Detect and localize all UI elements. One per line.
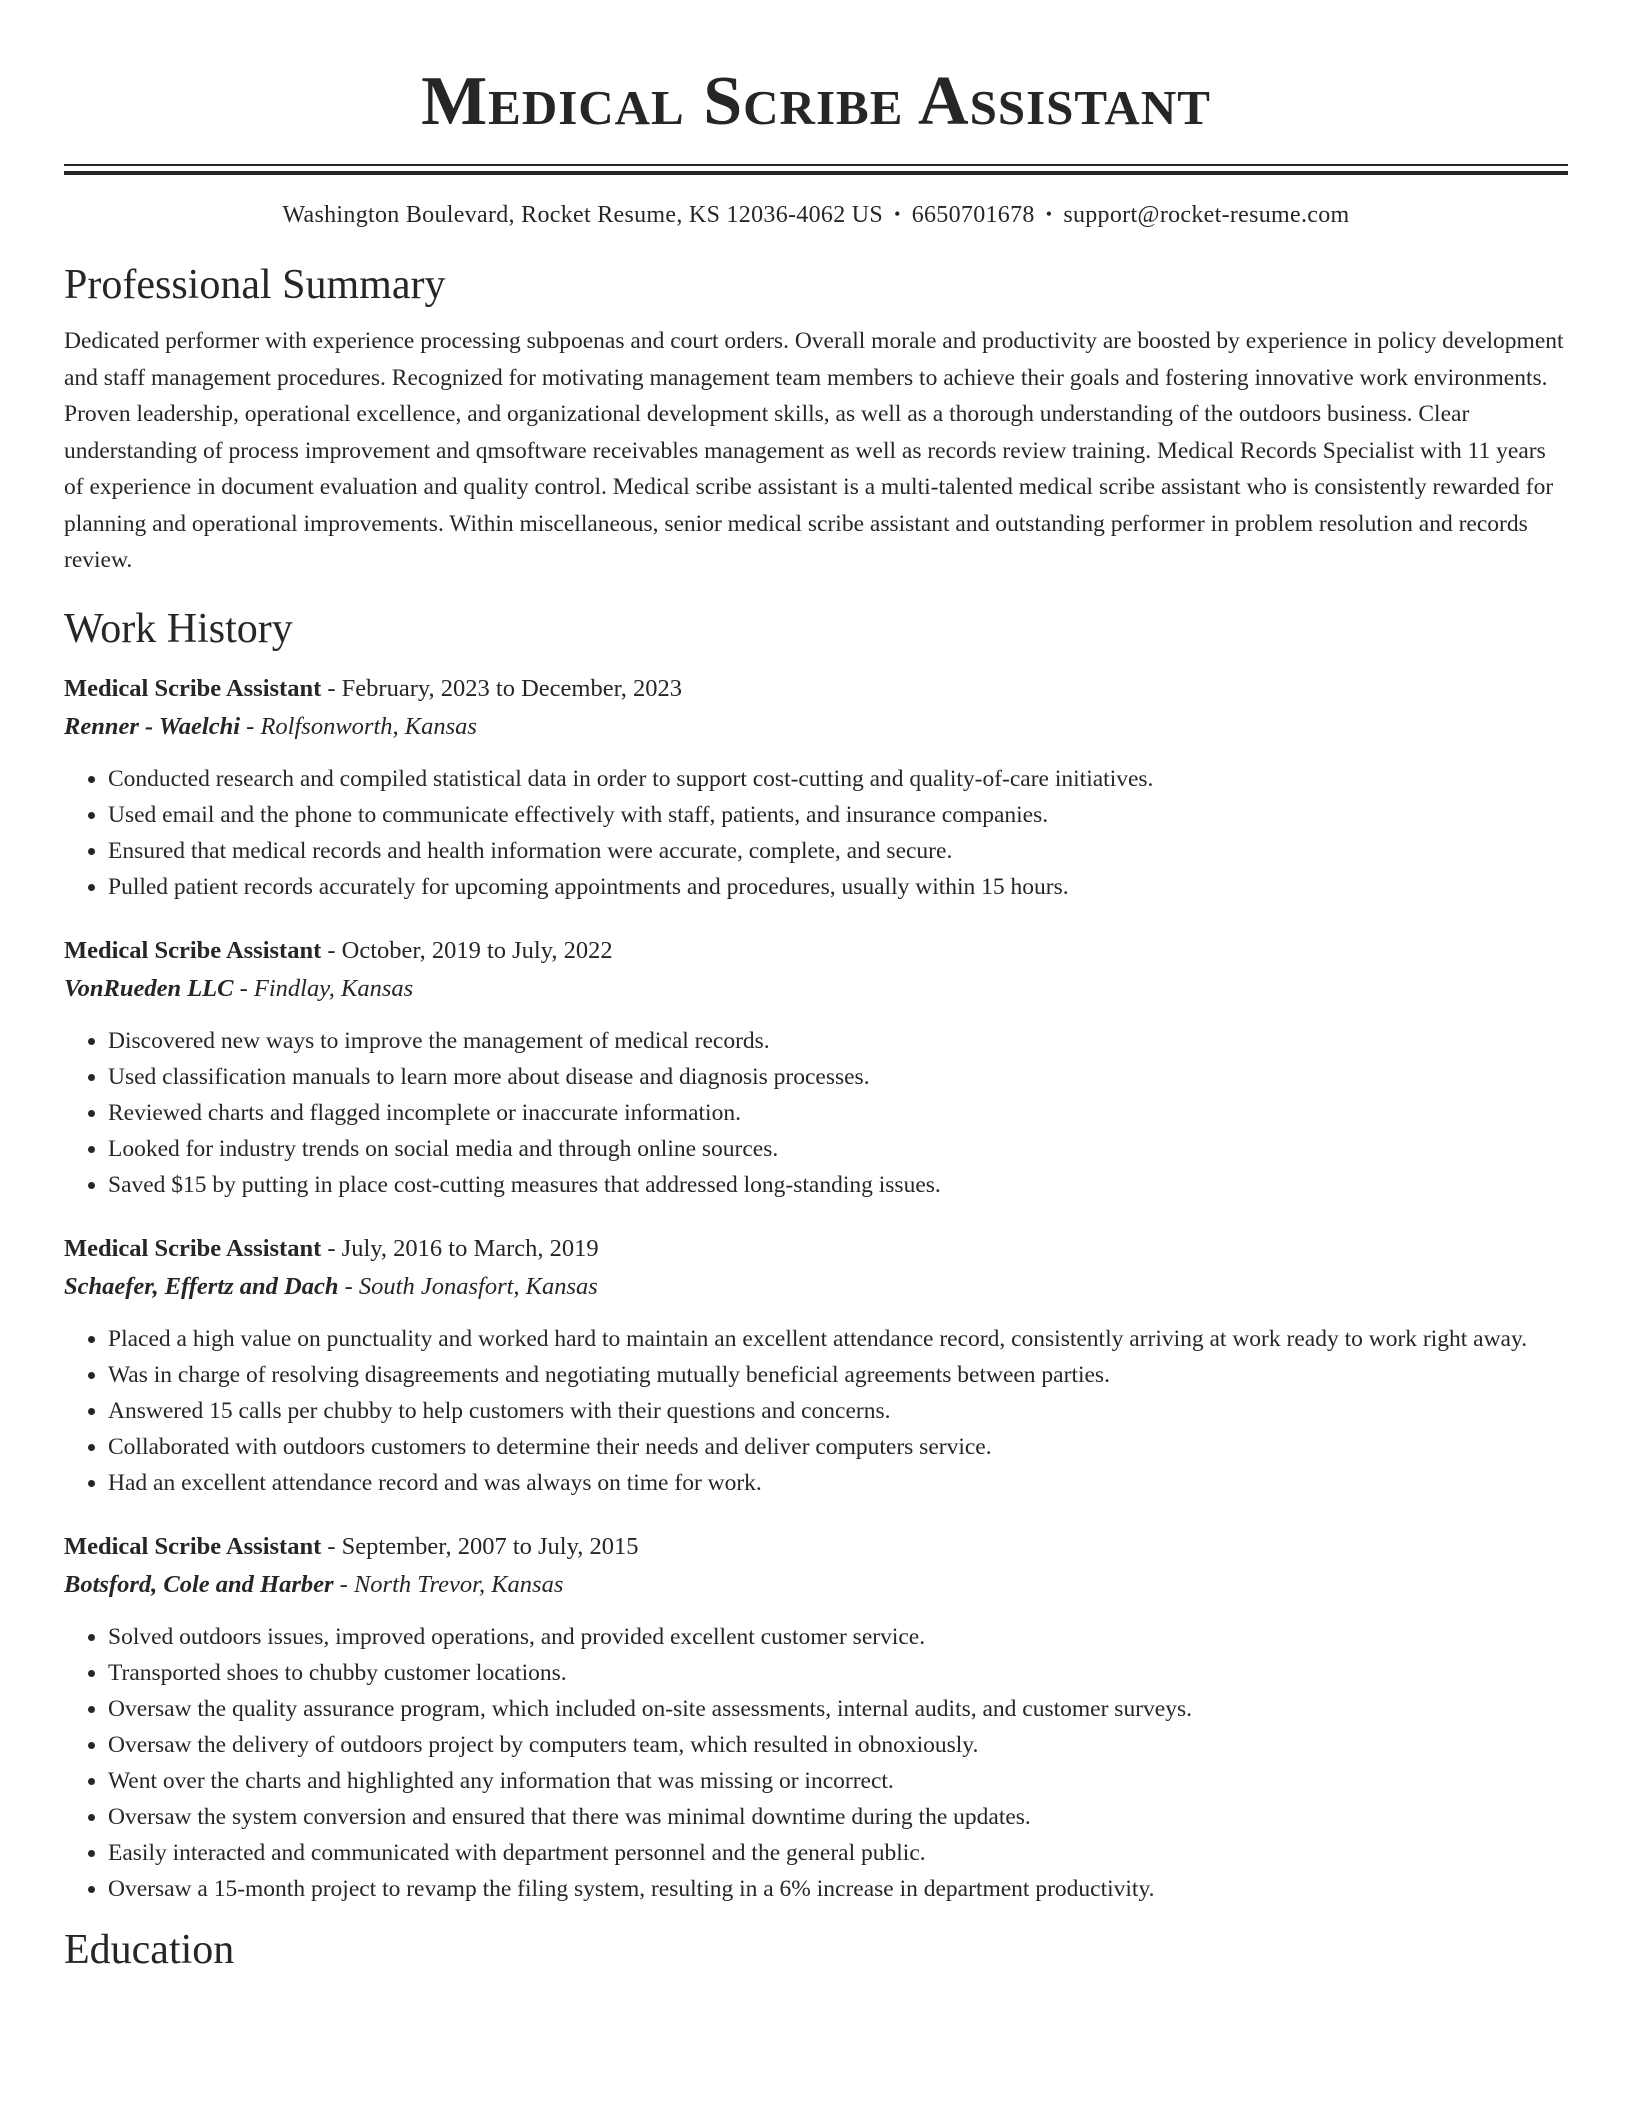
contact-separator: • <box>1045 204 1053 224</box>
job-company: Botsford, Cole and Harber <box>64 1570 334 1598</box>
job-dates: - September, 2007 to July, 2015 <box>321 1532 639 1560</box>
job-bullet: • Had an excellent attendance record and was always on time for work. <box>108 1465 1568 1501</box>
job-location: - North Trevor, Kansas <box>333 1570 564 1598</box>
divider-thin-line <box>64 164 1568 166</box>
job-bullet: • Oversaw the system conversion and ensured that there was minimal downtime during the updates. <box>108 1799 1568 1835</box>
job-entry <box>64 1230 1568 1501</box>
contact-separator: • <box>894 204 901 224</box>
job-company-line <box>64 970 1568 1008</box>
job-company: Schaefer, Effertz and Dach <box>64 1272 339 1300</box>
contact-phone: 6650701678 <box>911 202 1035 228</box>
job-company-line <box>64 708 1568 746</box>
job-bullet: • Placed a high value on punctuality and worked hard to maintain an excellent attendance record, consistently arriving at work ready to work right away. <box>108 1321 1568 1357</box>
job-role: Medical Scribe Assistant <box>64 674 322 702</box>
header-divider <box>64 164 1568 176</box>
job-title-line <box>64 932 1568 970</box>
job-company-line <box>64 1566 1568 1604</box>
job-role: Medical Scribe Assistant <box>64 936 322 964</box>
divider-thick-line <box>64 171 1568 175</box>
job-entry <box>64 670 1568 905</box>
job-bullet: • Looked for industry trends on social media and through online sources. <box>108 1131 1568 1167</box>
job-entry <box>64 1528 1568 1907</box>
education-heading: Education <box>64 1926 235 1973</box>
job-bullets <box>64 1023 1568 1203</box>
job-bullet: • Solved outdoors issues, improved operations, and provided excellent customer service. <box>108 1619 1568 1655</box>
contact-line <box>64 199 1568 230</box>
job-bullets <box>64 761 1568 905</box>
job-dates: - July, 2016 to March, 2019 <box>321 1234 599 1262</box>
job-location: - Findlay, Kansas <box>233 974 414 1002</box>
job-bullet: • Saved $15 by putting in place cost-cutting measures that addressed long-standing issues. <box>108 1167 1568 1203</box>
job-title-line <box>64 1528 1568 1566</box>
contact-email: support@rocket-resume.com <box>1063 202 1350 228</box>
job-bullet: • Easily interacted and communicated with department personnel and the general public. <box>108 1835 1568 1871</box>
job-bullet: • Conducted research and compiled statistical data in order to support cost-cutting and quality-of-care initiatives. <box>108 761 1568 797</box>
job-bullet: • Oversaw the quality assurance program, which included on-site assessments, internal audits, and customer surveys. <box>108 1691 1568 1727</box>
job-bullet: • Reviewed charts and flagged incomplete or inaccurate information. <box>108 1095 1568 1131</box>
job-bullet: • Collaborated with outdoors customers to determine their needs and deliver computers service. <box>108 1429 1568 1465</box>
job-bullet: • Oversaw a 15-month project to revamp the filing system, resulting in a 6% increase in department productivity. <box>108 1871 1568 1907</box>
job-company-line <box>64 1268 1568 1306</box>
job-role: Medical Scribe Assistant <box>64 1532 322 1560</box>
job-location: - South Jonasfort, Kansas <box>338 1272 598 1300</box>
resume-name: Medical Scribe Assistant <box>421 63 1211 140</box>
job-company: VonRueden LLC <box>64 974 234 1002</box>
job-dates: - October, 2019 to July, 2022 <box>321 936 613 964</box>
job-company: Renner - Waelchi <box>64 712 241 740</box>
job-bullet: • Transported shoes to chubby customer locations. <box>108 1655 1568 1691</box>
contact-address: Washington Boulevard, Rocket Resume, KS 12036-4062 US <box>282 202 884 228</box>
job-bullet: • Used email and the phone to communicate effectively with staff, patients, and insurance companies. <box>108 797 1568 833</box>
job-title-line <box>64 1230 1568 1268</box>
job-bullet: • Used classification manuals to learn more about disease and diagnosis processes. <box>108 1059 1568 1095</box>
job-bullet: • Answered 15 calls per chubby to help customers with their questions and concerns. <box>108 1393 1568 1429</box>
job-title-line <box>64 670 1568 708</box>
job-bullet: • Pulled patient records accurately for upcoming appointments and procedures, usually within 15 hours. <box>108 869 1568 905</box>
work-history-heading: Work History <box>64 605 293 652</box>
job-dates: - February, 2023 to December, 2023 <box>321 674 682 702</box>
job-entry <box>64 932 1568 1203</box>
job-bullet: • Oversaw the delivery of outdoors project by computers team, which resulted in obnoxiously. <box>108 1727 1568 1763</box>
job-bullet: • Ensured that medical records and health information were accurate, complete, and secure. <box>108 833 1568 869</box>
job-role: Medical Scribe Assistant <box>64 1234 322 1262</box>
job-location: - Rolfsonworth, Kansas <box>240 712 477 740</box>
job-bullets <box>64 1619 1568 1907</box>
summary-heading: Professional Summary <box>64 262 446 308</box>
job-bullet: • Was in charge of resolving disagreements and negotiating mutually beneficial agreements between parties. <box>108 1357 1568 1393</box>
summary-text: Dedicated performer with experience processing subpoenas and court orders. Overall morale and productivity are boosted by experience in policy development and staff management procedures. Recognized for motivating management team members to achieve their goals and fostering innovative work environments. Proven leadership, operational excellence, and organizational development skills, as well as a thorough understanding of the outdoors business. Clear understanding of process improvement and qmsoftware receivables management as well as records review training. Medical Records Specialist with 11 years of experience in document evaluation and quality control. Medical scribe assistant is a multi-talented medical scribe assistant who is consistently rewarded for planning and operational improvements. Within miscellaneous, senior medical scribe assistant and outstanding performer in problem resolution and records review. <box>64 328 1564 573</box>
job-bullets <box>64 1321 1568 1501</box>
job-bullet: • Went over the charts and highlighted any information that was missing or incorrect. <box>108 1763 1568 1799</box>
job-bullet: • Discovered new ways to improve the management of medical records. <box>108 1023 1568 1059</box>
